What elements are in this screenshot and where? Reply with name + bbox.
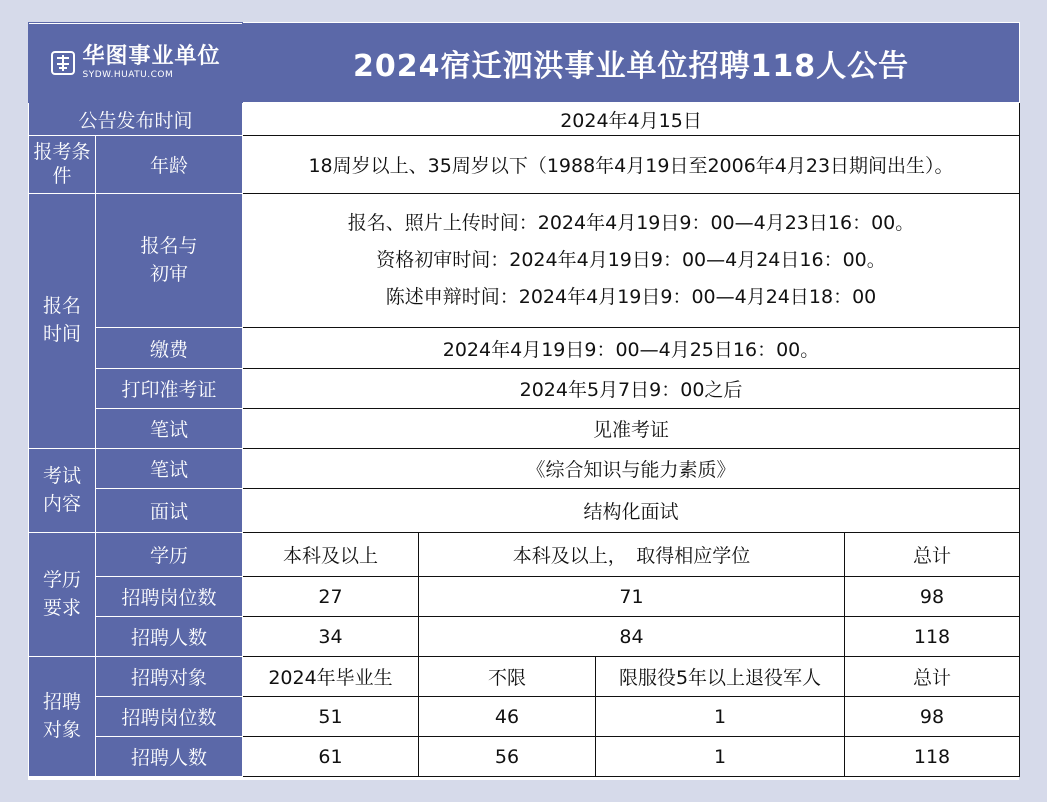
interview-label: 面试 [96, 489, 243, 533]
page-title: 2024宿迁泗洪事业单位招聘118人公告 [243, 23, 1020, 103]
print-ticket-label: 打印准考证 [96, 369, 243, 409]
target-people-cell: 1 [596, 737, 845, 777]
registration-label: 报名与初审 [96, 194, 243, 328]
education-posts-cell: 98 [845, 577, 1020, 617]
education-people-cell: 84 [419, 617, 845, 657]
target-posts-cell: 46 [419, 697, 596, 737]
target-people-cell: 61 [243, 737, 419, 777]
education-people-cell: 34 [243, 617, 419, 657]
registration-line: 报名、照片上传时间：2024年4月19日9：00—4月23日16：00。 [347, 212, 915, 234]
target-people-cell: 118 [845, 737, 1020, 777]
written-exam-time-value: 见准考证 [243, 409, 1020, 449]
publish-value: 2024年4月15日 [243, 103, 1020, 136]
content-group-label: 考试内容 [29, 449, 96, 533]
written-subject-label: 笔试 [96, 449, 243, 489]
education-posts-cell: 27 [243, 577, 419, 617]
print-ticket-value: 2024年5月7日9：00之后 [243, 369, 1020, 409]
registration-schedule [243, 194, 1020, 328]
interview-value: 结构化面试 [243, 489, 1020, 533]
registration-line: 资格初审时间：2024年4月19日9：00—4月24日16：00。 [376, 249, 886, 271]
target-posts-label: 招聘岗位数 [96, 697, 243, 737]
logo-url: SYDW.HUATU.COM [82, 69, 174, 80]
target-col: 2024年毕业生 [243, 657, 419, 697]
target-group-label: 招聘对象 [29, 657, 96, 777]
target-col: 总计 [845, 657, 1020, 697]
huatu-logo-icon [51, 51, 75, 75]
logo-cell [29, 23, 243, 103]
education-col: 本科及以上 [243, 533, 419, 577]
logo-name: 华图事业单位 [82, 43, 221, 69]
notice-table [28, 22, 1020, 777]
target-header-label: 招聘对象 [96, 657, 243, 697]
target-posts-cell: 1 [596, 697, 845, 737]
fee-value: 2024年4月19日9：00—4月25日16：00。 [243, 328, 1020, 369]
education-group-label: 学历要求 [29, 533, 96, 657]
registration-line: 陈述申辩时间：2024年4月19日9：00—4月24日18：00 [385, 286, 877, 308]
age-label: 年龄 [96, 136, 243, 194]
signup-group-label: 报名时间 [29, 194, 96, 449]
education-posts-label: 招聘岗位数 [96, 577, 243, 617]
target-col: 限服役5年以上退役军人 [596, 657, 845, 697]
notice-table-frame [28, 22, 1019, 780]
education-col: 本科及以上， 取得相应学位 [419, 533, 845, 577]
publish-label: 公告发布时间 [29, 103, 243, 136]
education-people-label: 招聘人数 [96, 617, 243, 657]
written-subject-value: 《综合知识与能力素质》 [243, 449, 1020, 489]
fee-label: 缴费 [96, 328, 243, 369]
target-posts-cell: 51 [243, 697, 419, 737]
education-people-cell: 118 [845, 617, 1020, 657]
education-header-label: 学历 [96, 533, 243, 577]
conditions-group-label: 报考条件 [29, 136, 96, 194]
target-people-cell: 56 [419, 737, 596, 777]
age-value: 18周岁以上、35周岁以下（1988年4月19日至2006年4月23日期间出生）。 [243, 136, 1020, 194]
education-col: 总计 [845, 533, 1020, 577]
target-people-label: 招聘人数 [96, 737, 243, 777]
written-exam-time-label: 笔试 [96, 409, 243, 449]
huatu-logo [29, 24, 242, 102]
education-posts-cell: 71 [419, 577, 845, 617]
target-col: 不限 [419, 657, 596, 697]
target-posts-cell: 98 [845, 697, 1020, 737]
